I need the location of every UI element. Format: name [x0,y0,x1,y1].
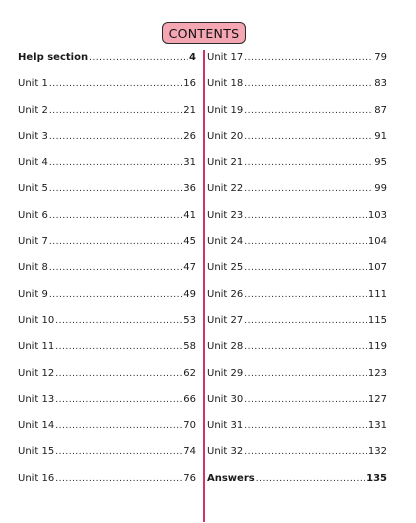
dot-leader [49,211,182,221]
dot-leader [244,290,367,300]
toc-entry [18,78,196,104]
dot-leader [55,316,182,326]
dot-leader [244,79,373,89]
toc-left-column [18,52,196,499]
toc-entry-page: 127 [367,393,387,405]
toc-entry [207,315,387,341]
toc-entry [18,315,196,341]
dot-leader [256,474,365,484]
toc-entry-page: 58 [183,341,196,353]
dot-leader [244,184,373,194]
toc-entry-label: Unit 19 [207,104,244,116]
toc-entry-page: 47 [183,262,196,274]
toc-entry [207,289,387,315]
toc-entry [18,289,196,315]
dot-leader [244,395,367,405]
toc-entry [18,394,196,420]
toc-entry [207,236,387,262]
dot-leader [244,211,367,221]
dot-leader [244,342,367,352]
contents-title: CONTENTS [162,22,246,44]
dot-leader [49,132,182,142]
toc-entry-page: 53 [183,314,196,326]
toc-entry-page: 95 [374,157,387,169]
dot-leader [49,158,182,168]
toc-entry [18,262,196,288]
toc-entry-label: Unit 27 [207,314,244,326]
dot-leader [55,447,182,457]
toc-entry-page: 91 [374,130,387,142]
toc-entry-page: 119 [367,341,387,353]
toc-entry [207,131,387,157]
toc-entry-page: 83 [374,78,387,90]
toc-entry-label: Unit 16 [18,472,55,484]
dot-leader [244,237,367,247]
toc-entry-label: Unit 18 [207,78,244,90]
toc-entry [207,262,387,288]
toc-entry-page: 131 [367,420,387,432]
dot-leader [49,263,182,273]
toc-entry [207,78,387,104]
toc-entry-page: 70 [183,420,196,432]
dot-leader [244,158,373,168]
toc-entry-label: Unit 11 [18,341,55,353]
toc-entry-page: 104 [367,236,387,248]
toc-entry [207,157,387,183]
toc-entry-page: 123 [367,367,387,379]
toc-entry-page: 49 [183,288,196,300]
toc-entry-page: 4 [189,52,196,63]
toc-entry [18,131,196,157]
toc-entry-page: 135 [366,472,387,484]
toc-entry [18,157,196,183]
toc-entry [18,368,196,394]
toc-entry [207,473,387,499]
toc-entry-label: Unit 20 [207,130,244,142]
toc-entry-page: 41 [183,209,196,221]
dot-leader [244,132,373,142]
toc-entry-page: 87 [374,104,387,116]
toc-entry-page: 107 [367,262,387,274]
toc-entry [207,394,387,420]
toc-entry-label: Unit 10 [18,314,55,326]
toc-entry-label: Unit 23 [207,209,244,221]
toc-entry-label: Unit 17 [207,52,244,63]
toc-entry-page: 74 [183,446,196,458]
toc-entry [207,368,387,394]
toc-entry-page: 26 [183,130,196,142]
toc-entry-page: 79 [374,52,387,63]
toc-entry-page: 111 [367,288,387,300]
toc-entry [18,420,196,446]
toc-entry-label: Unit 6 [18,209,48,221]
toc-entry [207,52,387,78]
toc-entry-label: Unit 7 [18,236,48,248]
dot-leader [55,369,182,379]
toc-entry-label: Unit 21 [207,157,244,169]
dot-leader [49,184,182,194]
toc-entry-label: Help section [18,52,89,63]
toc-entry-label: Unit 25 [207,262,244,274]
toc-entry-label: Unit 8 [18,262,48,274]
toc-entry-label: Unit 15 [18,446,55,458]
toc-entry-label: Unit 31 [207,420,244,432]
toc-entry-label: Unit 4 [18,157,48,169]
dot-leader [244,369,367,379]
toc-entry-label: Unit 24 [207,236,244,248]
toc-entry-label: Unit 14 [18,420,55,432]
toc-entry-label: Unit 22 [207,183,244,195]
toc-entry [207,420,387,446]
toc-entry-page: 103 [367,209,387,221]
toc-entry [18,52,196,78]
dot-leader [55,395,182,405]
column-divider [203,50,205,522]
toc-entry-page: 16 [183,78,196,90]
dot-leader [89,53,188,63]
toc-entry-page: 76 [183,472,196,484]
dot-leader [244,263,367,273]
dot-leader [55,342,182,352]
toc-entry-label: Unit 26 [207,288,244,300]
toc-entry-label: Unit 32 [207,446,244,458]
toc-entry [18,105,196,131]
toc-entry-label: Unit 12 [18,367,55,379]
toc-entry-label: Unit 30 [207,393,244,405]
dot-leader [244,421,367,431]
toc-entry [207,210,387,236]
toc-right-column [207,52,387,499]
toc-entry [207,446,387,472]
toc-entry [18,341,196,367]
toc-entry-page: 31 [183,157,196,169]
dot-leader [244,53,373,63]
toc-entry-label: Unit 13 [18,393,55,405]
toc-entry-page: 66 [183,393,196,405]
toc-entry-page: 99 [374,183,387,195]
dot-leader [49,79,182,89]
toc-entry [207,341,387,367]
toc-entry-page: 45 [183,236,196,248]
dot-leader [244,447,367,457]
dot-leader [55,421,182,431]
toc-entry [18,473,196,499]
dot-leader [55,474,182,484]
toc-entry [18,183,196,209]
toc-entry [207,105,387,131]
toc-entry-label: Unit 29 [207,367,244,379]
toc-entry-label: Unit 2 [18,104,48,116]
toc-entry-page: 36 [183,183,196,195]
dot-leader [49,106,182,116]
toc-entry-page: 115 [367,314,387,326]
toc-entry [207,183,387,209]
toc-entry-label: Unit 5 [18,183,48,195]
toc-entry-label: Unit 28 [207,341,244,353]
dot-leader [49,290,182,300]
toc-entry [18,236,196,262]
toc-entry-page: 62 [183,367,196,379]
dot-leader [244,106,373,116]
toc-entry-label: Unit 9 [18,288,48,300]
dot-leader [244,316,367,326]
toc-entry-label: Answers [207,472,255,484]
dot-leader [49,237,182,247]
toc-entry [18,210,196,236]
toc-entry [18,446,196,472]
toc-entry-page: 132 [367,446,387,458]
toc-entry-label: Unit 3 [18,130,48,142]
toc-entry-label: Unit 1 [18,78,48,90]
toc-entry-page: 21 [183,104,196,116]
